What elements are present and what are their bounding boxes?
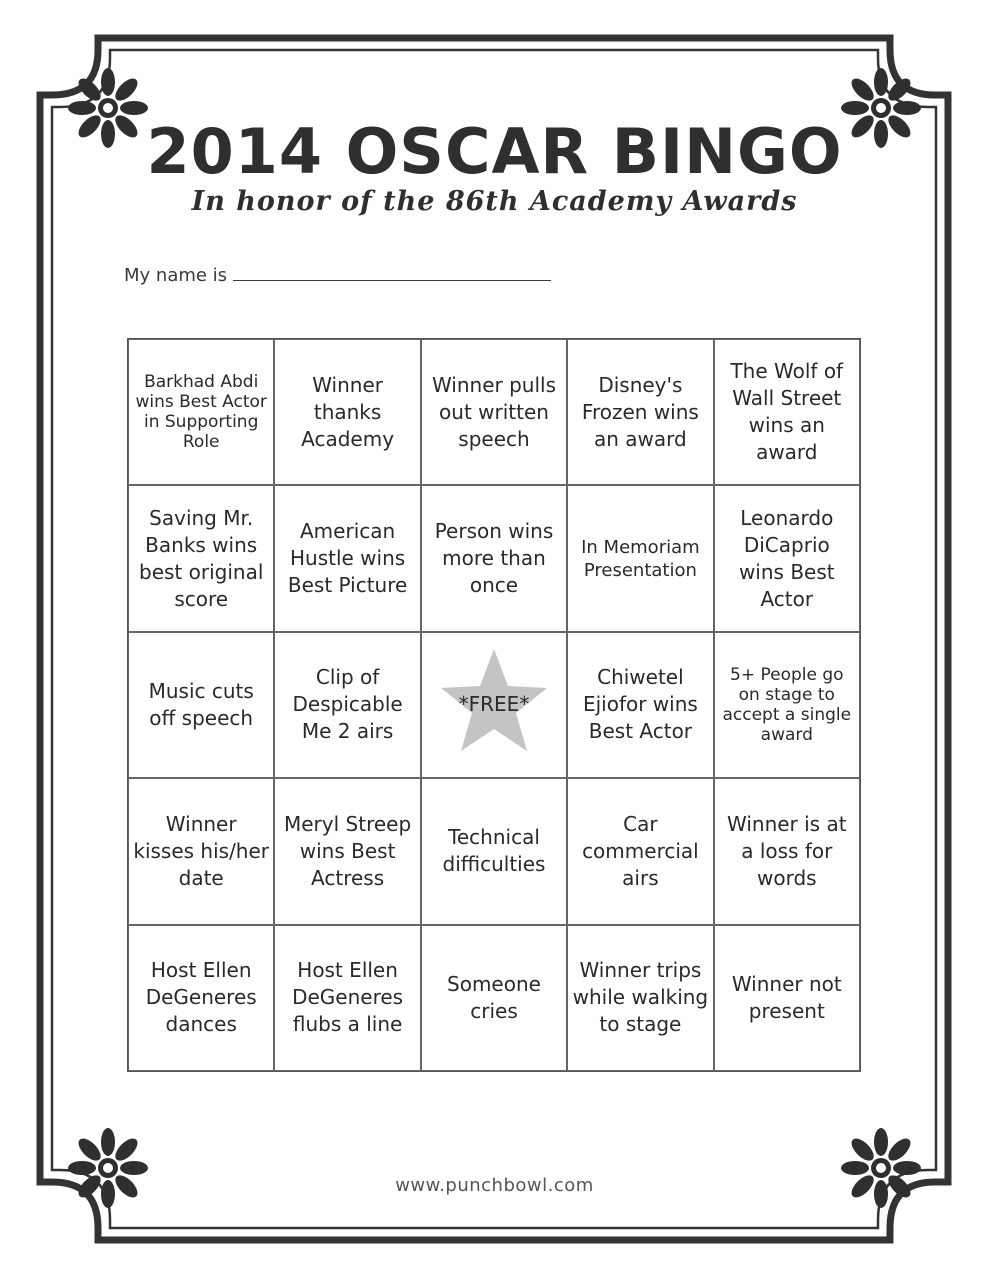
bingo-cell[interactable]: Barkhad Abdi wins Best Actor in Supporting Role: [128, 339, 274, 485]
bingo-cell[interactable]: Winner not present: [714, 925, 860, 1071]
bingo-cell[interactable]: Winner pulls out written speech: [421, 339, 567, 485]
corner-flower-ornament-icon: [60, 1120, 156, 1216]
bingo-cell[interactable]: Person wins more than once: [421, 485, 567, 631]
free-label: *FREE*: [458, 692, 530, 717]
bingo-cell[interactable]: Host Ellen DeGeneres flubs a line: [274, 925, 420, 1071]
bingo-cell[interactable]: Clip of Despicable Me 2 airs: [274, 632, 420, 778]
bingo-cell[interactable]: Winner trips while walking to stage: [567, 925, 713, 1071]
bingo-cell[interactable]: Car commercial airs: [567, 778, 713, 924]
page-title: 2014 OSCAR BINGO: [146, 115, 843, 188]
bingo-cell[interactable]: Disney's Frozen wins an award: [567, 339, 713, 485]
bingo-cell[interactable]: Host Ellen DeGeneres dances: [128, 925, 274, 1071]
name-field-row: [124, 262, 551, 286]
bingo-cell[interactable]: American Hustle wins Best Picture: [274, 485, 420, 631]
footer-url: www.punchbowl.com: [395, 1175, 594, 1196]
bingo-free-cell[interactable]: [421, 632, 567, 778]
corner-flower-ornament-icon: [833, 1120, 929, 1216]
bingo-cell[interactable]: Music cuts off speech: [128, 632, 274, 778]
bingo-cell[interactable]: The Wolf of Wall Street wins an award: [714, 339, 860, 485]
page-subtitle: In honor of the 86th Academy Awards: [191, 186, 798, 217]
name-label: My name is: [124, 265, 228, 286]
bingo-cell[interactable]: Winner kisses his/her date: [128, 778, 274, 924]
bingo-card: [127, 338, 861, 1072]
bingo-cell[interactable]: In Memoriam Presentation: [567, 485, 713, 631]
name-blank-line[interactable]: [233, 262, 551, 281]
bingo-cell[interactable]: Winner thanks Academy: [274, 339, 420, 485]
bingo-cell[interactable]: Winner is at a loss for words: [714, 778, 860, 924]
bingo-cell[interactable]: Chiwetel Ejiofor wins Best Actor: [567, 632, 713, 778]
bingo-cell[interactable]: Technical difficulties: [421, 778, 567, 924]
bingo-cell[interactable]: Leonardo DiCaprio wins Best Actor: [714, 485, 860, 631]
bingo-cell[interactable]: Saving Mr. Banks wins best original score: [128, 485, 274, 631]
bingo-cell[interactable]: 5+ People go on stage to accept a single award: [714, 632, 860, 778]
bingo-cell[interactable]: Meryl Streep wins Best Actress: [274, 778, 420, 924]
bingo-cell[interactable]: Someone cries: [421, 925, 567, 1071]
